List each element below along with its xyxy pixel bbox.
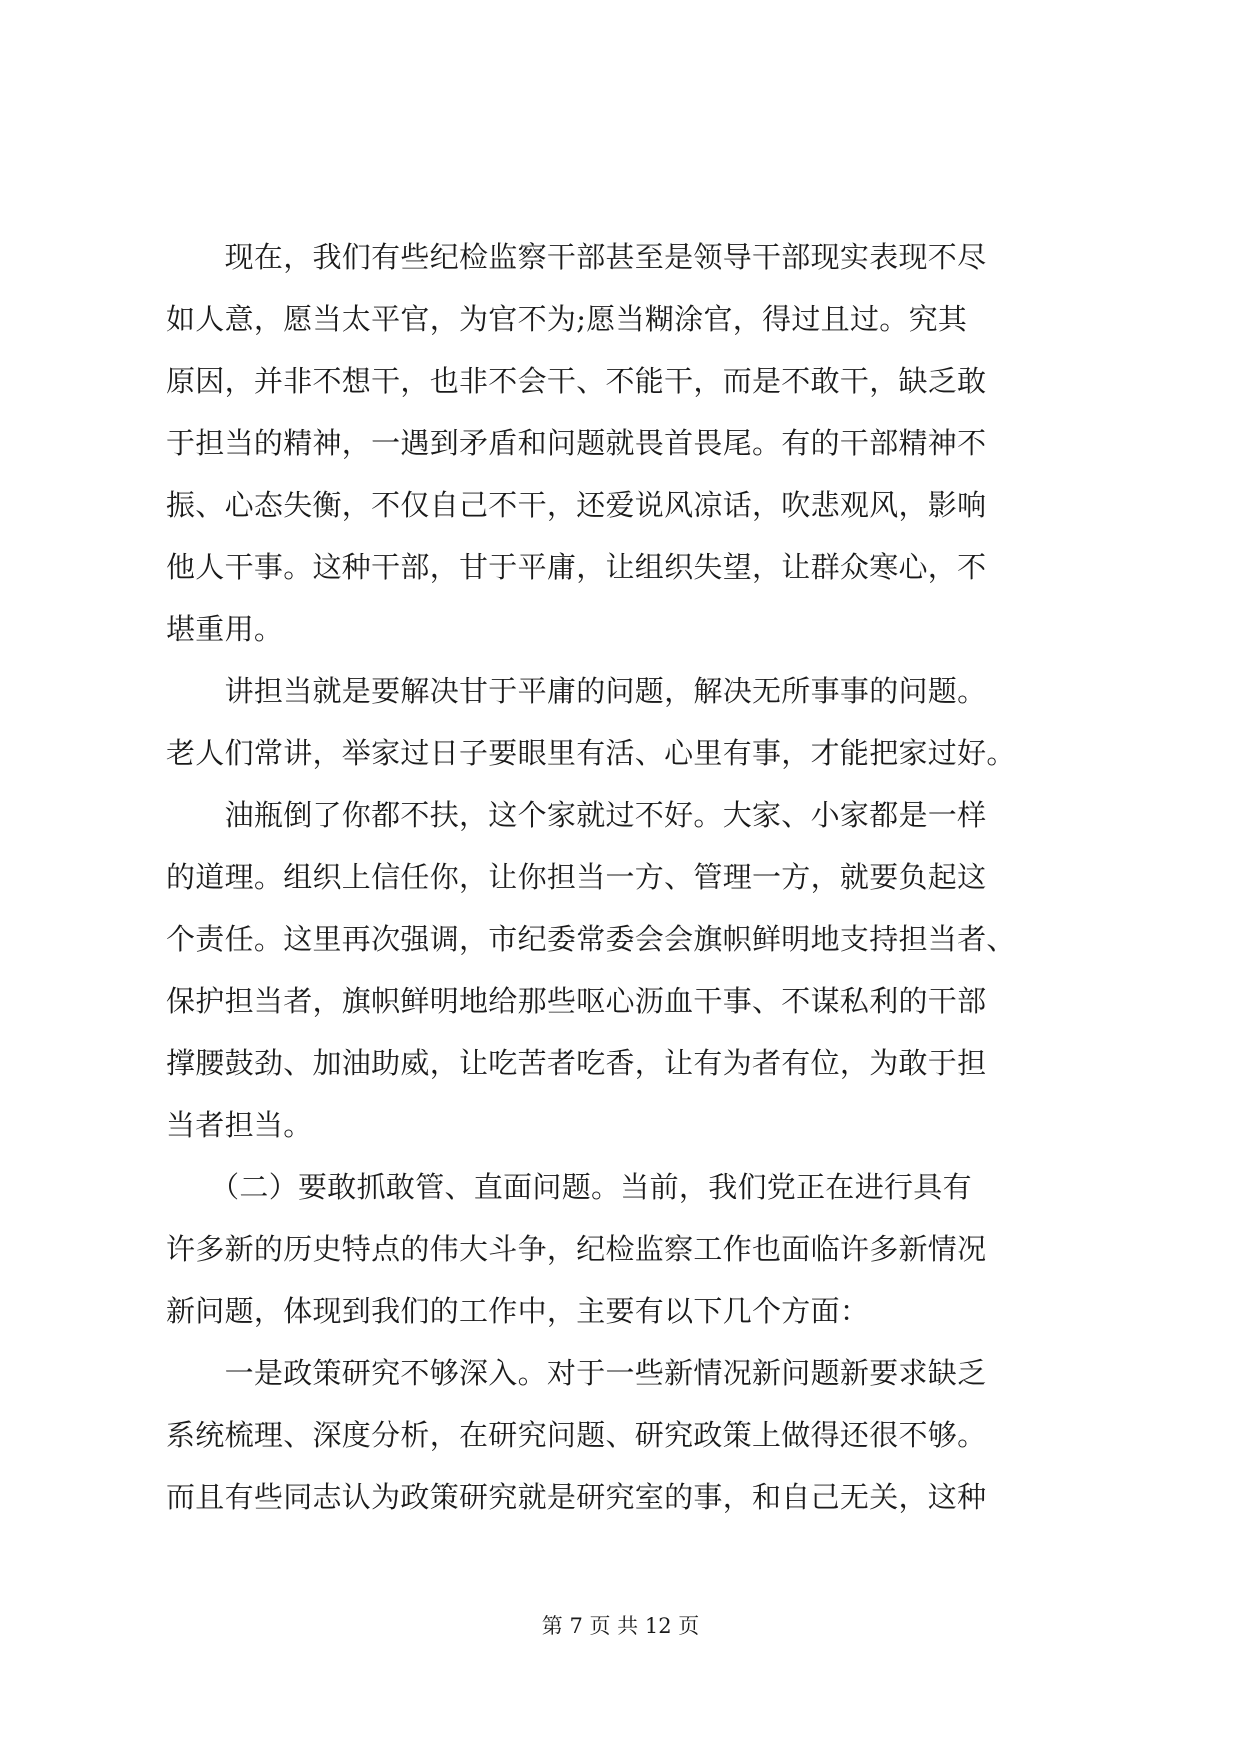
body-line: 的道理。组织上信任你，让你担当一方、管理一方，就要负起这 [166, 860, 987, 894]
body-line: 撑腰鼓劲、加油助威，让吃苦者吃香，让有为者有位，为敢于担 [166, 1046, 987, 1080]
body-line: 当者担当。 [166, 1108, 313, 1142]
body-line: 一是政策研究不够深入。对于一些新情况新问题新要求缺乏 [166, 1356, 987, 1390]
body-line: 振、心态失衡，不仅自己不干，还爱说风凉话，吹悲观风，影响 [166, 488, 987, 522]
body-line: 讲担当就是要解决甘于平庸的问题，解决无所事事的问题。 [166, 674, 987, 708]
body-line: 如人意，愿当太平官，为官不为;愿当糊涂官，得过且过。究其 [166, 302, 968, 336]
body-line: 油瓶倒了你都不扶，这个家就过不好。大家、小家都是一样 [166, 798, 987, 832]
body-line: 他人干事。这种干部，甘于平庸，让组织失望，让群众寒心，不 [166, 550, 987, 584]
body-line: 系统梳理、深度分析，在研究问题、研究政策上做得还很不够。 [166, 1418, 987, 1452]
body-line: 现在，我们有些纪检监察干部甚至是领导干部现实表现不尽 [166, 240, 987, 274]
body-line: 原因，并非不想干，也非不会干、不能干，而是不敢干，缺乏敢 [166, 364, 987, 398]
body-line: 于担当的精神，一遇到矛盾和问题就畏首畏尾。有的干部精神不 [166, 426, 987, 460]
page-number-footer: 第 7 页 共 12 页 [541, 1614, 700, 1638]
body-line: 老人们常讲，举家过日子要眼里有活、心里有事，才能把家过好。 [166, 736, 1016, 770]
body-line: 新问题，体现到我们的工作中，主要有以下几个方面： [166, 1294, 870, 1328]
body-line: 个责任。这里再次强调，市纪委常委会会旗帜鲜明地支持担当者、 [166, 922, 1016, 956]
body-line: 许多新的历史特点的伟大斗争，纪检监察工作也面临许多新情况 [166, 1232, 987, 1266]
body-line: 堪重用。 [166, 612, 284, 646]
body-line: （二）要敢抓敢管、直面问题。当前，我们党正在进行具有 [166, 1170, 972, 1204]
body-line: 保护担当者，旗帜鲜明地给那些呕心沥血干事、不谋私利的干部 [166, 984, 987, 1018]
body-line: 而且有些同志认为政策研究就是研究室的事，和自己无关，这种 [166, 1480, 987, 1514]
